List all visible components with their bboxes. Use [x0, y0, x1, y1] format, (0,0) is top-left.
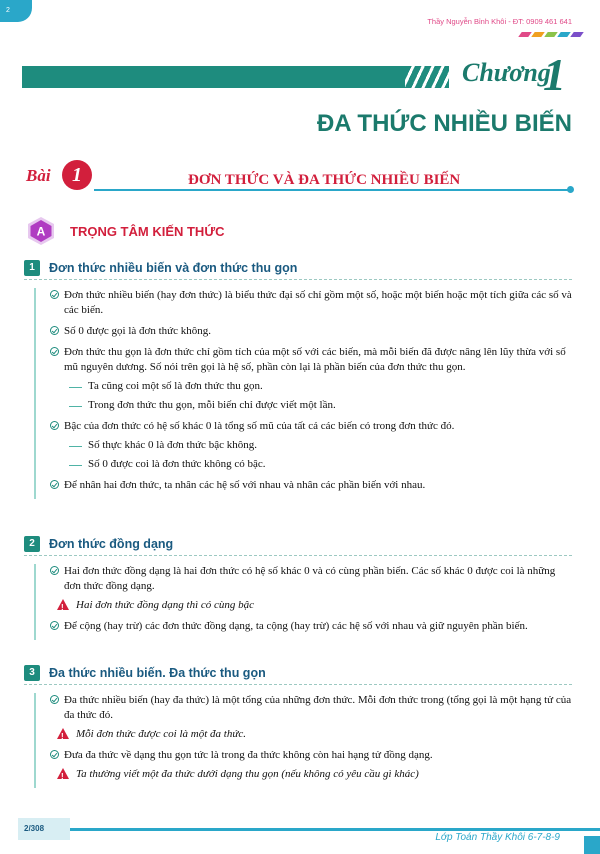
- sub-bullet-item: Ta cũng coi một số là đơn thức thu gọn.: [50, 379, 572, 394]
- bullet-item: Đơn thức thu gọn là đơn thức chỉ gồm tích của một số với các biến, mà mỗi biến đã được nâng lên lũy thừa với số mũ nguyên dương. Số nói trên gọi là hệ số, phần còn lại là phần biến của đơn thức thu gọn.: [50, 345, 572, 375]
- check-circle-icon: [50, 480, 59, 489]
- lesson-number: 1: [62, 160, 92, 190]
- decorative-stripes: [520, 32, 582, 37]
- sub-bullet-item: Số thực khác 0 là đơn thức bậc không.: [50, 438, 572, 453]
- chapter-banner-stripes: [405, 66, 449, 88]
- footer-text: Lớp Toán Thầy Khôi 6-7-8-9: [435, 832, 560, 843]
- chapter-title: ĐA THỨC NHIỀU BIẾN: [316, 110, 572, 137]
- footer-page-number: 2/308: [18, 818, 70, 840]
- subsection-1-content: [34, 288, 572, 499]
- lesson-underline: [94, 189, 571, 191]
- chapter-banner: [22, 66, 422, 88]
- bullet-item: Bậc của đơn thức có hệ số khác 0 là tổng số mũ của tất cả các biến có trong đơn thức đó.: [50, 419, 572, 434]
- subsection-divider: [24, 279, 572, 281]
- bullet-item: Số 0 được gọi là đơn thức không.: [50, 324, 572, 339]
- footer-corner-tab: [584, 836, 600, 854]
- subsection-3-content: [34, 693, 572, 788]
- warning-note: ! Hai đơn thức đồng dạng thì có cùng bậc: [50, 598, 572, 613]
- bullet-item: Đưa đa thức về dạng thu gọn tức là trong đa thức không còn hai hạng tử đồng dạng.: [50, 748, 572, 763]
- bullet-item: Đa thức nhiều biến (hay đa thức) là một tổng của những đơn thức. Mỗi đơn thức trong (tổng gọi là một hạng tử của đa thức đó.: [50, 693, 572, 723]
- check-circle-icon: [50, 566, 59, 575]
- warning-icon: [57, 728, 69, 739]
- check-circle-icon: [50, 695, 59, 704]
- subsection-2-header: [24, 535, 173, 551]
- chapter-number: 1: [543, 49, 566, 100]
- check-circle-icon: [50, 421, 59, 430]
- section-a-letter: A: [36, 224, 46, 239]
- subsection-title: Đa thức nhiều biến. Đa thức thu gọn: [49, 666, 266, 681]
- subsection-number: 2: [24, 536, 40, 552]
- chapter-word: Chương: [462, 58, 551, 87]
- subsection-number: 1: [24, 260, 40, 276]
- warning-note: ! Ta thường viết một đa thức dưới dạng thu gọn (nếu không có yêu cầu gì khác): [50, 767, 572, 782]
- lesson-underline-dot: [567, 186, 574, 193]
- subsection-2-content: [34, 564, 572, 640]
- check-circle-icon: [50, 621, 59, 630]
- subsection-title: Đơn thức nhiều biến và đơn thức thu gọn: [49, 261, 298, 276]
- subsection-title: Đơn thức đồng dạng: [49, 537, 174, 552]
- bullet-item: Đơn thức nhiều biến (hay đơn thức) là biểu thức đại số chỉ gồm một số, hoặc một biến hoặc một tích giữa các số và các biến.: [50, 288, 572, 318]
- check-circle-icon: [50, 347, 59, 356]
- warning-note: ! Mỗi đơn thức được coi là một đa thức.: [50, 727, 572, 742]
- lesson-label: Bài: [26, 166, 51, 185]
- bullet-item: Để cộng (hay trừ) các đơn thức đồng dạng, ta cộng (hay trừ) các hệ số với nhau và giữ nguyên phần biến.: [50, 619, 572, 634]
- sub-bullet-item: Trong đơn thức thu gọn, mỗi biến chỉ được viết một lần.: [50, 398, 572, 413]
- check-circle-icon: [50, 326, 59, 335]
- bullet-item: Hai đơn thức đồng dạng là hai đơn thức có hệ số khác 0 và có cùng phần biến. Các số khác 0 được coi là những đơn thức đồng dạng.: [50, 564, 572, 594]
- subsection-divider: [24, 555, 572, 557]
- section-a-title: TRỌNG TÂM KIẾN THỨC: [70, 224, 225, 239]
- author-contact: Thầy Nguyễn Bỉnh Khôi - ĐT: 0909 461 641: [427, 17, 572, 26]
- warning-icon: [57, 599, 69, 610]
- subsection-3-header: [24, 664, 266, 680]
- page-corner-number: 2: [0, 0, 32, 22]
- subsection-number: 3: [24, 665, 40, 681]
- footer-line: [60, 828, 600, 831]
- lesson-title: ĐƠN THỨC VÀ ĐA THỨC NHIỀU BIẾN: [188, 172, 461, 188]
- subsection-1-header: [24, 259, 297, 275]
- bullet-item: Để nhân hai đơn thức, ta nhân các hệ số với nhau và nhân các phần biến với nhau.: [50, 478, 572, 493]
- subsection-divider: [24, 684, 572, 686]
- check-circle-icon: [50, 290, 59, 299]
- warning-icon: [57, 768, 69, 779]
- section-a-badge-icon: [26, 216, 56, 246]
- check-circle-icon: [50, 750, 59, 759]
- sub-bullet-item: Số 0 được coi là đơn thức không có bậc.: [50, 457, 572, 472]
